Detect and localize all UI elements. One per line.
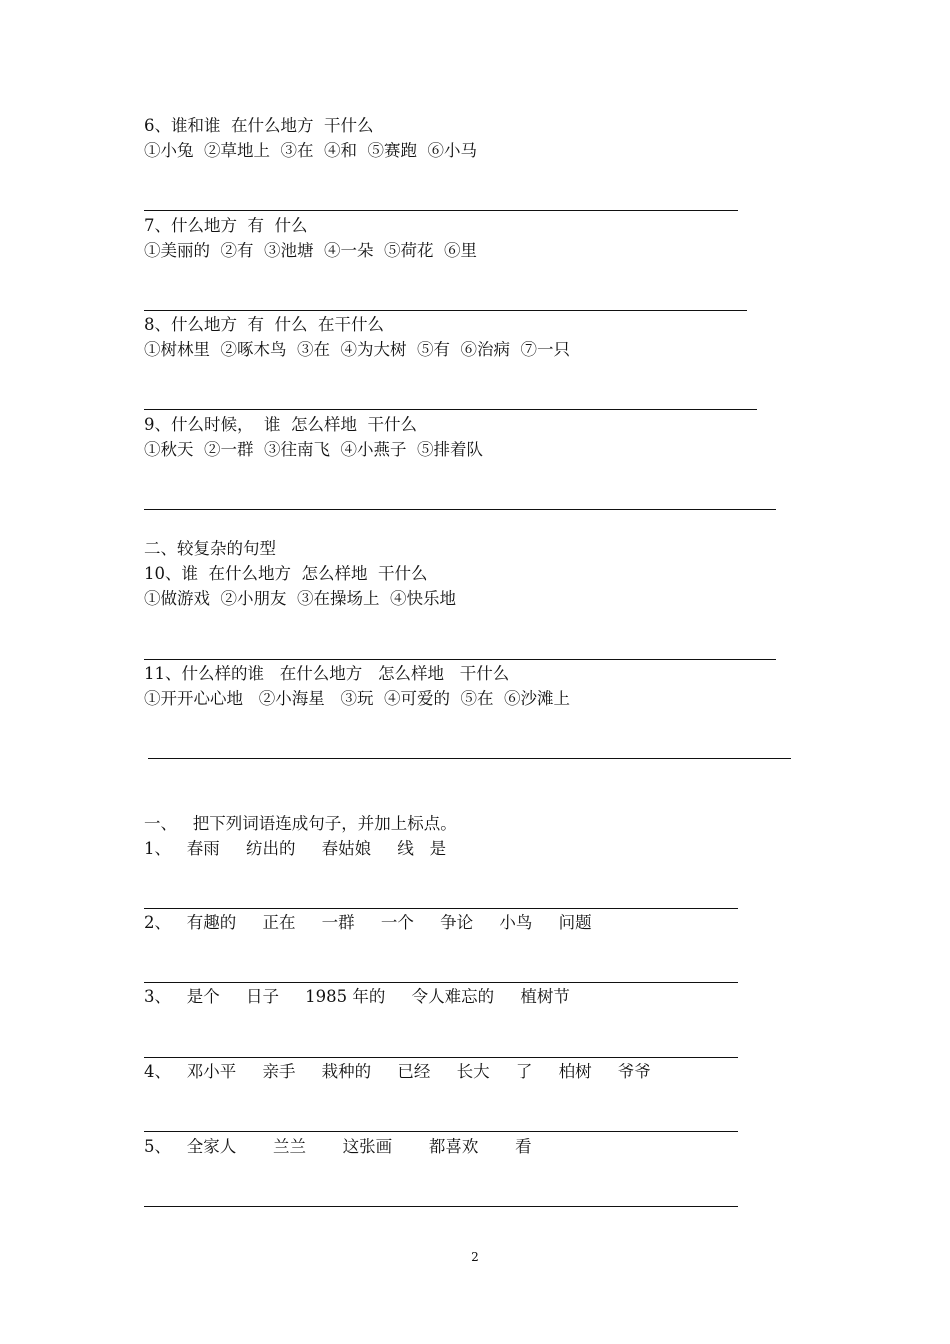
- sentence-exercise-2: 2、 有趣的 正在 一群 一个 争论 小鸟 问题: [144, 913, 592, 932]
- page-number: 2: [471, 1250, 479, 1264]
- sentence-3-answer-line[interactable]: [144, 1057, 738, 1058]
- exercise-10-answer-line[interactable]: [144, 659, 776, 660]
- exercise-8-title: 8、什么地方 有 什么 在干什么: [144, 315, 384, 334]
- exercise-11-title: 11、什么样的谁 在什么地方 怎么样地 干什么: [144, 664, 510, 683]
- sentence-4-answer-line[interactable]: [144, 1131, 738, 1132]
- exercise-7-answer-line[interactable]: [144, 310, 747, 311]
- exercise-9-words: ①秋天 ②一群 ③往南飞 ④小燕子 ⑤排着队: [144, 440, 483, 459]
- sentence-exercise-3: 3、 是个 日子 1985 年的 令人难忘的 植树节: [144, 987, 570, 1006]
- exercise-7-words: ①美丽的 ②有 ③池塘 ④一朵 ⑤荷花 ⑥里: [144, 241, 477, 260]
- sentence-5-answer-line[interactable]: [144, 1206, 738, 1207]
- sentence-1-answer-line[interactable]: [144, 908, 738, 909]
- sentence-exercise-1: 1、 春雨 纺出的 春姑娘 线 是: [144, 839, 447, 858]
- sentence-exercise-5: 5、 全家人 兰兰 这张画 都喜欢 看: [144, 1137, 532, 1156]
- section-two-heading: 二、较复杂的句型: [144, 539, 276, 558]
- exercise-8-words: ①树林里 ②啄木鸟 ③在 ④为大树 ⑤有 ⑥治病 ⑦一只: [144, 340, 570, 359]
- exercise-7-title: 7、什么地方 有 什么: [144, 216, 308, 235]
- exercise-6-words: ①小兔 ②草地上 ③在 ④和 ⑤赛跑 ⑥小马: [144, 141, 477, 160]
- exercise-9-title: 9、什么时候， 谁 怎么样地 干什么: [144, 415, 417, 434]
- exercise-10-title: 10、谁 在什么地方 怎么样地 干什么: [144, 564, 428, 583]
- section-three-heading: 一、 把下列词语连成句子，并加上标点。: [144, 814, 457, 833]
- exercise-10-words: ①做游戏 ②小朋友 ③在操场上 ④快乐地: [144, 589, 456, 608]
- sentence-exercise-4: 4、 邓小平 亲手 栽种的 已经 长大 了 柏树 爷爷: [144, 1062, 651, 1081]
- sentence-2-answer-line[interactable]: [144, 982, 738, 983]
- exercise-6-title: 6、谁和谁 在什么地方 干什么: [144, 116, 374, 135]
- exercise-9-answer-line[interactable]: [144, 509, 776, 510]
- exercise-8-answer-line[interactable]: [144, 409, 757, 410]
- exercise-6-answer-line[interactable]: [144, 210, 738, 211]
- exercise-11-words: ①开开心心地 ②小海星 ③玩 ④可爱的 ⑤在 ⑥沙滩上: [144, 689, 570, 708]
- exercise-11-answer-line[interactable]: [148, 758, 791, 759]
